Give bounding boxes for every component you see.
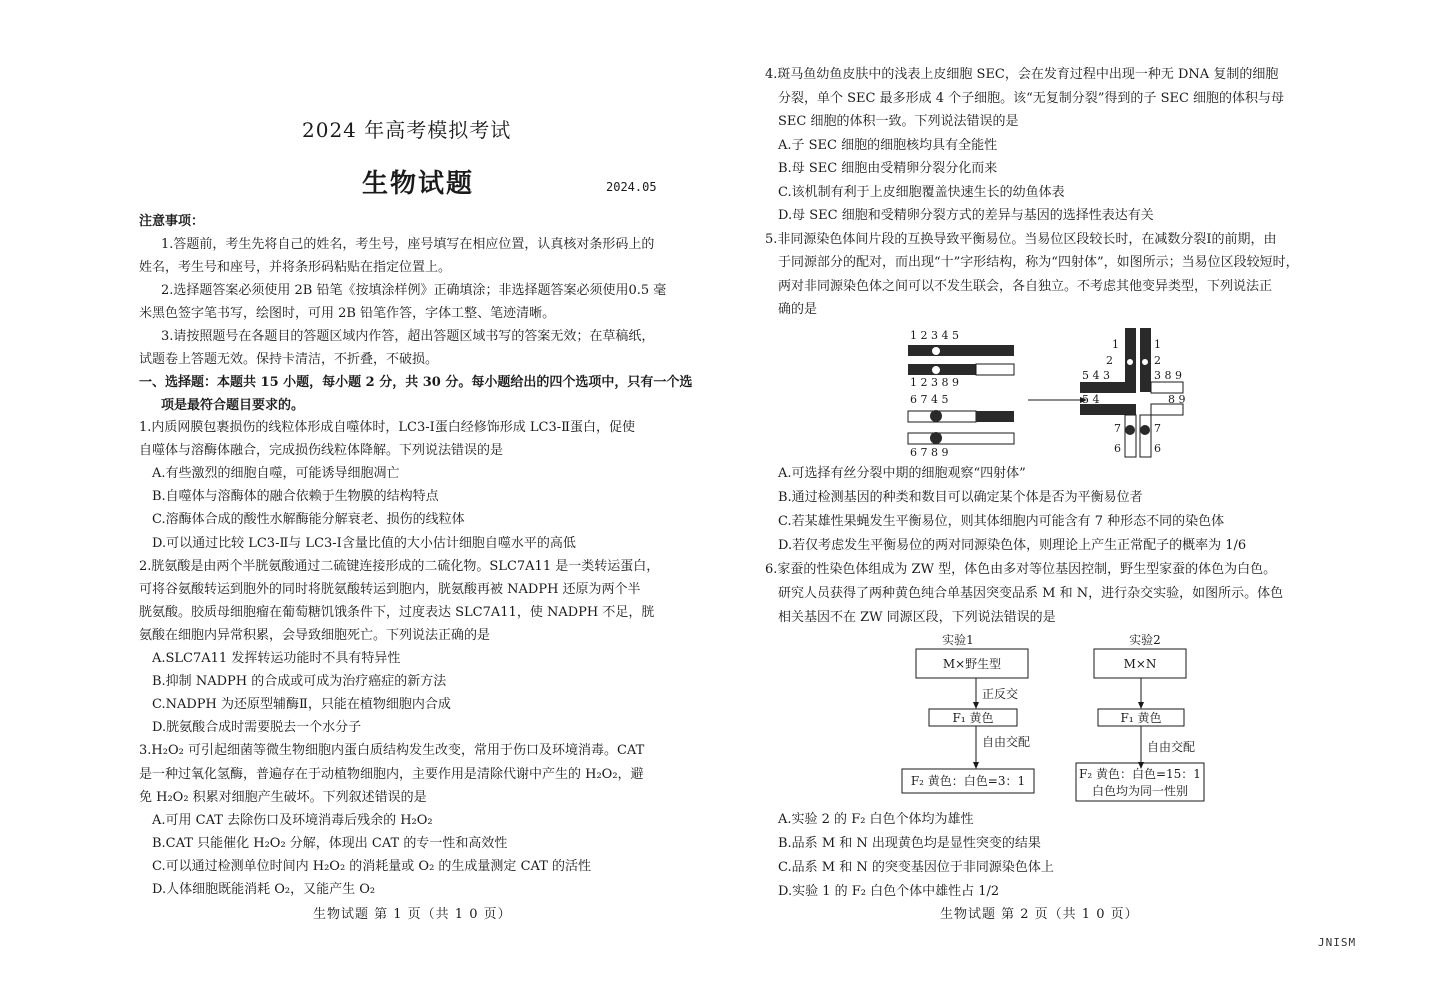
chrom-label: 7 (1154, 422, 1161, 435)
notice-line: 姓名，考生号和座号，并将条形码粘贴在指定位置上。 (139, 260, 452, 275)
notice-line: 1.答题前，考生先将自己的姓名，考生号，座号填写在相应位置，认真核对条形码上的 (161, 237, 655, 252)
exp1-f1: F₁ 黄色 (952, 711, 994, 725)
notice-line: 2.选择题答案必须使用 2B 铅笔《按填涂样例》正确填涂；非选择题答案必须使用0.5 毫 (161, 283, 667, 298)
chrom-label: 8 9 (1168, 393, 1186, 406)
chrom-label: 7 (1114, 422, 1121, 435)
question-line: 胱氨酸。胶质母细胞瘤在葡萄糖饥饿条件下，过度表达 SLC7A11，使 NADPH 不足，胱 (139, 604, 655, 620)
question-line: C.NADPH 为还原型辅酶Ⅱ，只能在植物细胞内合成 (152, 697, 451, 713)
question-line: B.抑制 NADPH 的合成或可成为治疗癌症的新方法 (152, 674, 447, 690)
centromere (1127, 359, 1133, 365)
chrom-label: 1 (1112, 338, 1119, 351)
subject-title: 生物试题 (362, 169, 475, 199)
flow-arrowhead (973, 702, 979, 709)
question-line: A.可选择有丝分裂中期的细胞观察“四射体” (778, 466, 1026, 481)
question-line: C.该机制有利于上皮细胞覆盖快速生长的幼鱼体表 (778, 184, 1065, 200)
chrom-label: 1 2 3 8 9 (910, 376, 959, 389)
question-line: A.子 SEC 细胞的细胞核均具有全能性 (778, 137, 998, 153)
question-line: 确的是 (778, 302, 818, 317)
chromosome-bar (908, 345, 1014, 356)
question-line: C.可以通过检测单位时间内 H₂O₂ 的消耗量或 O₂ 的生成量测定 CAT 的活性 (152, 858, 591, 874)
chromosome-bar (976, 364, 1014, 375)
chromosome-bar (908, 411, 976, 422)
question-line: D.若仅考虑发生平衡易位的两对同源染色体，则理论上产生正常配子的概率为 1/6 (778, 538, 1247, 553)
exp2-f2-note: 白色均为同一性别 (1091, 784, 1189, 798)
section-heading-cont: 项是最符合题目要求的。 (161, 398, 305, 413)
flow-arrowhead (973, 762, 979, 769)
chromosome-bar (1080, 382, 1136, 393)
chrom-label: 6 (1154, 442, 1161, 455)
footer-left: 生物试题 第 1 页（共 1 0 页） (313, 907, 512, 922)
notice-line: 米黑色签字笔书写，绘图时，可用 2B 铅笔作答，字体工整、笔迹清晰。 (139, 306, 556, 321)
exp2-f2: F₂ 黄色：白色=15：1 (1079, 767, 1201, 781)
centromere (932, 347, 940, 355)
question-line: 相关基因不在 ZW 同源区段，下列说法错误的是 (778, 610, 1056, 625)
question-line: SEC 细胞的体积一致。下列说法错误的是 (778, 114, 1019, 129)
question-line: D.母 SEC 细胞和受精卵分裂方式的差异与基因的选择性表达有关 (778, 208, 1154, 223)
centromere (1125, 425, 1135, 435)
question-line: A.可用 CAT 去除伤口及环境消毒后残余的 H₂O₂ (152, 812, 433, 828)
question-line: 自噬体与溶酶体融合，完成损伤线粒体降解。下列说法错误的是 (139, 443, 504, 459)
exp2-cross: M×N (1123, 657, 1157, 671)
question-line: B.自噬体与溶酶体的融合依赖于生物膜的结构特点 (152, 489, 439, 505)
question-line: C.溶酶体合成的酸性水解酶能分解衰老、损伤的线粒体 (152, 512, 465, 528)
chromosome-bar (1151, 382, 1183, 393)
notice-line: 3.请按照题号在各题目的答题区域内作答，超出答题区域书写的答案无效；在草稿纸， (161, 329, 655, 344)
question-line: C.品系 M 和 N 的突变基因位于非同源染色体上 (778, 860, 1054, 875)
question-line: 于同源部分的配对，而出现“十”字形结构，称为“四射体”，如图所示；当易位区段较短时， (778, 255, 1299, 270)
question-line: 2.胱氨酸是由两个半胱氨酸通过二硫键连接形成的二硫化物。SLC7A11 是一类转运蛋白， (139, 558, 660, 574)
exam-date: 2024.05 (606, 180, 657, 194)
chromosome-bar (908, 364, 976, 375)
exp1-f2: F₂ 黄色：白色=3：1 (910, 774, 1026, 788)
question-line: 两对非同源染色体之间可以不发生联会，各自独立。不考虑其他变异类型，下列说法正 (778, 278, 1273, 294)
exp1-note: 正反交 (982, 687, 1019, 701)
centromere (930, 432, 942, 444)
centromere (1142, 359, 1148, 365)
question-line: D.胱氨酸合成时需要脱去一个水分子 (152, 720, 362, 736)
exp1-cross: M×野生型 (942, 657, 1002, 671)
question-line: B.母 SEC 细胞由受精卵分裂分化而来 (778, 161, 998, 176)
exp2-title: 实验2 (1129, 633, 1161, 647)
notice-heading: 注意事项： (139, 214, 205, 229)
centromere (1140, 425, 1150, 435)
chrom-label: 5 4 3 (1082, 369, 1110, 382)
notice-line: 试题卷上答题无效。保持卡清洁，不折叠，不破损。 (139, 352, 439, 367)
chromosome-diagram (900, 326, 1200, 461)
question-line: 3.H₂O₂ 可引起细菌等微生物细胞内蛋白质结构发生改变，常用于伤口及环境消毒。CAT (139, 743, 645, 759)
exp1-title: 实验1 (942, 633, 974, 647)
question-line: 氨酸在细胞内异常积累，会导致细胞死亡。下列说法正确的是 (139, 627, 491, 643)
experiment-flowchart (896, 630, 1226, 806)
exam-title: 2024 年高考模拟考试 (302, 118, 512, 142)
exp1-mating: 自由交配 (982, 735, 1031, 749)
chrom-label: 1 2 3 4 5 (910, 329, 959, 342)
question-line: 4.斑马鱼幼鱼皮肤中的浅表上皮细胞 SEC，会在发育过程中出现一种无 DNA 复制的细胞 (765, 67, 1279, 82)
question-line: A.实验 2 的 F₂ 白色个体均为雄性 (778, 812, 974, 827)
question-line: C.若某雄性果蝇发生平衡易位，则其体细胞内可能含有 7 种形态不同的染色体 (778, 514, 1225, 529)
question-line: 6.家蚕的性染色体组成为 ZW 型，体色由多对等位基因控制，野生型家蚕的体色为白色。 (765, 562, 1277, 577)
question-line: B.CAT 只能催化 H₂O₂ 分解，体现出 CAT 的专一性和高效性 (152, 835, 508, 851)
question-line: 1.内质网膜包裹损伤的线粒体形成自噬体时，LC3-Ⅰ蛋白经修饰形成 LC3-Ⅱ蛋白，促使 (139, 420, 635, 435)
question-line: 可将谷氨酸转运到胞外的同时将胱氨酸转运到胞内，胱氨酸再被 NADPH 还原为两个半 (139, 581, 641, 597)
question-line: 5.非同源染色体间片段的互换导致平衡易位。当易位区段较长时，在减数分裂Ⅰ的前期，由 (765, 231, 1277, 247)
question-line: 分裂，单个 SEC 最多形成 4 个子细胞。该“无复制分裂”得到的子 SEC 细胞的体积与母 (778, 90, 1285, 106)
chromosome-bar (1125, 415, 1136, 457)
flow-arrowhead (1138, 702, 1144, 709)
chrom-label: 5 4 (1082, 393, 1100, 406)
chrom-label: 6 7 8 9 (910, 446, 949, 459)
centromere (930, 410, 942, 422)
centromere (932, 366, 940, 374)
question-line: A.有些激烈的细胞自噬，可能诱导细胞凋亡 (152, 466, 400, 482)
question-line: 是一种过氧化氢酶，普遍存在于动植物细胞内，主要作用是清除代谢中产生的 H₂O₂，避 (139, 766, 644, 782)
chrom-label: 3 8 9 (1154, 369, 1182, 382)
question-line: A.SLC7A11 发挥转运功能时不具有特异性 (152, 651, 401, 666)
watermark-code: JNISM (1318, 936, 1357, 949)
question-line: D.可以通过比较 LC3-Ⅱ与 LC3-Ⅰ含量比值的大小估计细胞自噬水平的高低 (152, 535, 576, 551)
question-line: B.通过检测基因的种类和数目可以确定某个体是否为平衡易位者 (778, 490, 1143, 505)
chromosome-bar (1140, 415, 1151, 457)
footer-right: 生物试题 第 2 页（共 1 0 页） (940, 907, 1139, 922)
question-line: D.实验 1 的 F₂ 白色个体中雄性占 1/2 (778, 884, 1000, 899)
chrom-label: 6 7 4 5 (910, 393, 949, 406)
chromosome-bar (908, 433, 1014, 444)
chrom-label: 1 (1154, 338, 1161, 351)
exp2-f1: F₁ 黄色 (1120, 711, 1162, 725)
chromosome-bar (976, 411, 1014, 422)
exp2-mating: 自由交配 (1147, 740, 1196, 754)
chrom-label: 6 (1114, 442, 1121, 455)
question-line: B.品系 M 和 N 出现黄色均是显性突变的结果 (778, 836, 1041, 851)
section-heading: 一、选择题：本题共 15 小题，每小题 2 分，共 30 分。每小题给出的四个选项中，只有一个选 (139, 375, 693, 390)
question-line: 研究人员获得了两种黄色纯合单基因突变品系 M 和 N，进行杂交实验，如图所示。体色 (778, 586, 1284, 601)
chrom-label: 2 (1106, 354, 1113, 367)
question-line: D.人体细胞既能消耗 O₂，又能产生 O₂ (152, 882, 376, 897)
question-line: 免 H₂O₂ 积累对细胞产生破坏。下列叙述错误的是 (139, 789, 427, 805)
chrom-label: 2 (1154, 354, 1161, 367)
